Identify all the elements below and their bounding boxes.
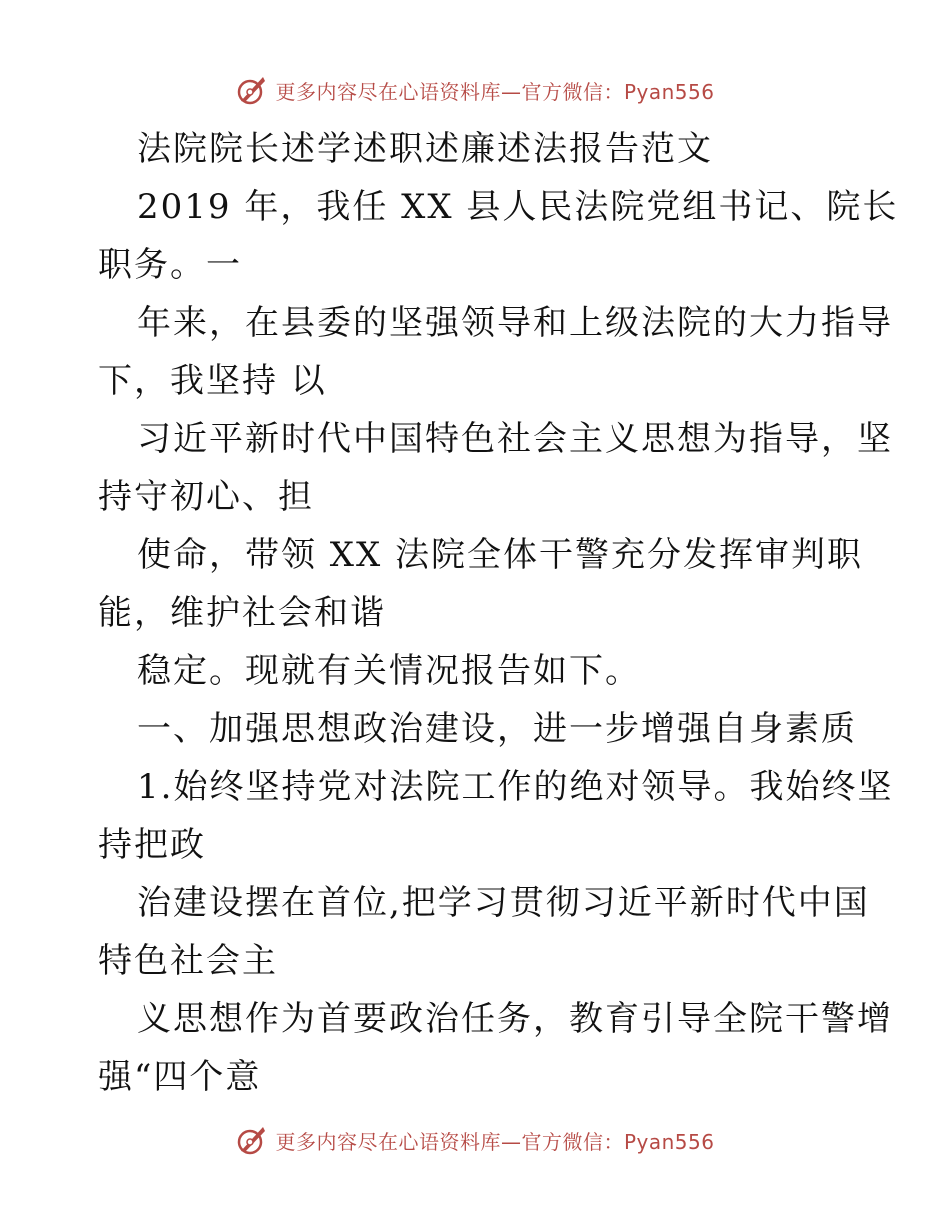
- footer-banner: [0, 1120, 950, 1160]
- paragraph-line: 下，我坚持 以: [98, 361, 327, 401]
- footer-banner-text: 更多内容尽在心语资料库—官方微信：Pyan556: [275, 1129, 715, 1154]
- header-banner: [0, 70, 950, 110]
- paragraph-line: 能，维护社会和谐: [98, 593, 386, 633]
- quill-circle-logo-icon: [235, 73, 269, 107]
- header-banner-text: 更多内容尽在心语资料库—官方微信：Pyan556: [275, 79, 715, 104]
- paragraph-line: 特色社会主: [98, 941, 278, 981]
- paragraph-line: 义思想作为首要政治任务，教育引导全院干警增: [137, 999, 893, 1039]
- paragraph-line: 习近平新时代中国特色社会主义思想为指导，坚: [137, 419, 893, 459]
- paragraph-line: 持把政: [98, 825, 206, 865]
- paragraph-line: 强“四个意: [98, 1057, 262, 1097]
- document-title: 法院院长述学述职述廉述法报告范文: [137, 129, 713, 169]
- paragraph-line: 2019 年，我任 XX 县人民法院党组书记、院长: [137, 187, 899, 227]
- paragraph-line: 职务。一: [98, 245, 242, 285]
- paragraph-line: 治建设摆在首位,把学习贯彻习近平新时代中国: [137, 883, 870, 923]
- paragraph-line: 持守初心、担: [98, 477, 314, 517]
- paragraph-line: 使命，带领 XX 法院全体干警充分发挥审判职: [137, 535, 864, 575]
- paragraph-line: 稳定。现就有关情况报告如下。: [137, 651, 641, 691]
- section-heading: 一、加强思想政治建设，进一步增强自身素质: [137, 709, 857, 749]
- quill-circle-logo-icon: [235, 1123, 269, 1157]
- paragraph-line: 1.始终坚持党对法院工作的绝对领导。我始终坚: [137, 767, 894, 807]
- paragraph-line: 年来，在县委的坚强领导和上级法院的大力指导: [137, 303, 893, 343]
